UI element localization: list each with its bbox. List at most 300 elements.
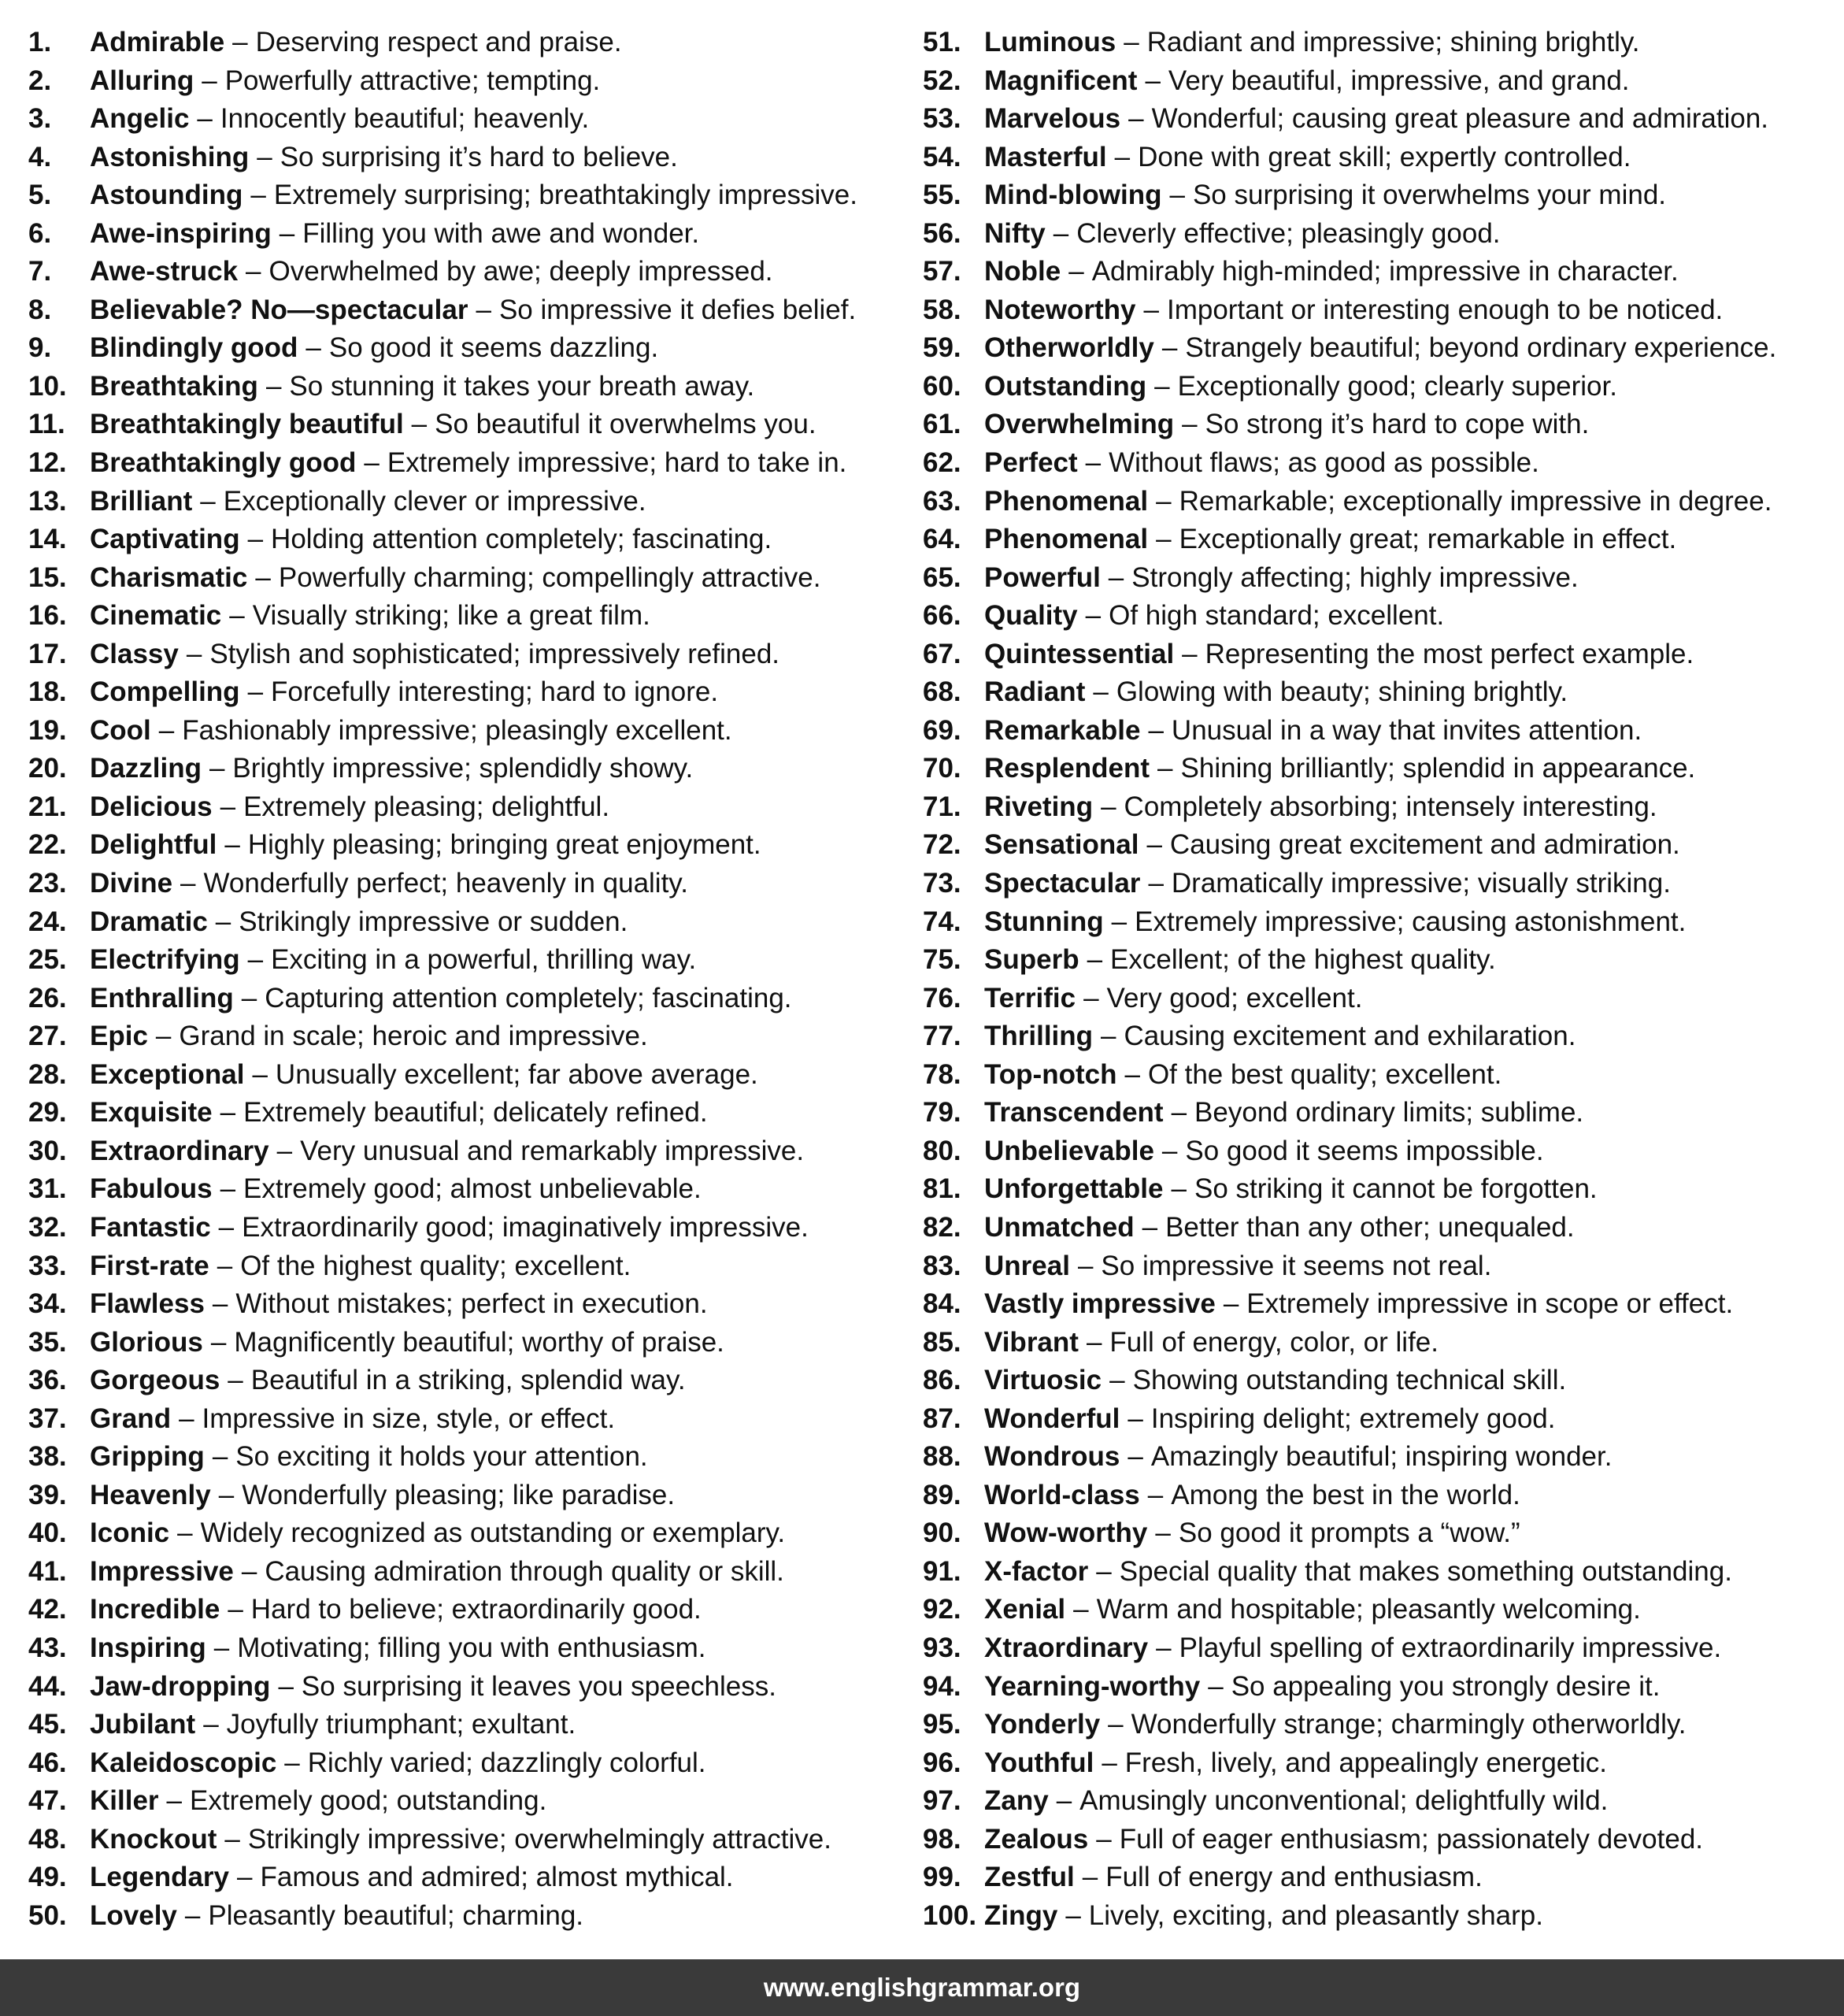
item-number: 87. xyxy=(923,1403,961,1434)
item-dash: – xyxy=(229,600,245,632)
item-definition: Brightly impressive; splendidly showy. xyxy=(232,753,694,784)
item-number: 36. xyxy=(28,1365,67,1396)
item-definition: Causing great excitement and admiration. xyxy=(1169,829,1680,861)
list-item xyxy=(28,1438,910,1477)
item-number: 35. xyxy=(28,1326,67,1358)
item-word: Sensational xyxy=(984,829,1139,861)
item-dash: – xyxy=(217,1250,233,1281)
item-word: First-rate xyxy=(90,1250,209,1281)
item-number: 92. xyxy=(923,1594,961,1625)
item-number: 70. xyxy=(923,753,961,784)
item-dash: – xyxy=(166,1785,183,1817)
item-definition: So impressive it defies belief. xyxy=(498,294,857,325)
list-item xyxy=(923,215,1841,254)
item-dash: – xyxy=(1096,1823,1112,1855)
item-dash: – xyxy=(158,714,175,746)
item-word: Unreal xyxy=(984,1250,1070,1281)
list-item xyxy=(923,673,1841,712)
item-definition: Forcefully interesting; hard to ignore. xyxy=(271,676,719,708)
item-dash: – xyxy=(1114,141,1131,172)
item-definition: Extremely good; outstanding. xyxy=(190,1785,547,1817)
item-definition: Amazingly beautiful; inspiring wonder. xyxy=(1150,1441,1613,1473)
item-number: 18. xyxy=(28,676,67,708)
item-number: 58. xyxy=(923,294,961,325)
item-definition: Joyfully triumphant; exultant. xyxy=(226,1709,576,1740)
item-definition: Very good; excellent. xyxy=(1106,982,1363,1014)
item-definition: Excellent; of the highest quality. xyxy=(1110,944,1496,976)
list-item xyxy=(28,1209,910,1247)
item-number: 38. xyxy=(28,1441,67,1473)
list-item xyxy=(923,826,1841,865)
list-item xyxy=(28,406,910,444)
list-item xyxy=(28,903,910,942)
item-definition: Wonderful; causing great pleasure and admiration. xyxy=(1151,103,1769,135)
item-word: Otherworldly xyxy=(984,332,1154,364)
item-word: Transcendent xyxy=(984,1097,1164,1128)
item-dash: – xyxy=(1065,1899,1081,1931)
item-definition: Extraordinarily good; imaginatively impressive. xyxy=(242,1211,809,1243)
item-dash: – xyxy=(1156,1632,1172,1663)
item-word: Quintessential xyxy=(984,638,1175,669)
item-word: Luminous xyxy=(984,27,1116,57)
item-definition: Widely recognized as outstanding or exemplary. xyxy=(200,1518,786,1549)
item-word: Wonderful xyxy=(984,1403,1120,1434)
list-item xyxy=(28,1514,910,1553)
item-dash: – xyxy=(1073,1594,1089,1625)
item-definition: Representing the most perfect example. xyxy=(1205,638,1694,669)
item-word: Jubilant xyxy=(90,1709,196,1740)
item-word: Heavenly xyxy=(90,1479,211,1510)
item-word: Wow-worthy xyxy=(984,1518,1148,1549)
item-number: 49. xyxy=(28,1862,67,1893)
item-number: 59. xyxy=(923,332,961,364)
item-number: 28. xyxy=(28,1058,67,1090)
item-definition: Extremely pleasing; delightful. xyxy=(243,791,610,822)
item-dash: – xyxy=(257,141,272,172)
list-item xyxy=(923,750,1841,788)
item-number: 73. xyxy=(923,868,961,899)
item-dash: – xyxy=(265,370,282,402)
list-item xyxy=(923,1324,1841,1362)
item-definition: Strikingly impressive or sudden. xyxy=(239,906,628,937)
list-item xyxy=(28,176,910,215)
item-number: 56. xyxy=(923,217,961,249)
item-dash: – xyxy=(224,1823,240,1855)
item-number: 14. xyxy=(28,524,67,555)
list-item xyxy=(28,941,910,980)
item-dash: – xyxy=(364,447,380,479)
item-word: Grand xyxy=(90,1403,172,1434)
item-word: Quality xyxy=(984,600,1078,632)
item-dash: – xyxy=(237,1862,253,1893)
item-definition: Without mistakes; perfect in execution. xyxy=(235,1288,708,1320)
item-dash: – xyxy=(1087,944,1103,976)
item-word: Zealous xyxy=(984,1823,1089,1855)
item-word: Glorious xyxy=(90,1326,203,1358)
item-dash: – xyxy=(1056,1785,1072,1817)
item-word: Masterful xyxy=(984,141,1107,172)
item-number: 2. xyxy=(28,65,52,96)
item-definition: Holding attention completely; fascinating. xyxy=(271,524,772,555)
item-dash: – xyxy=(203,1709,219,1740)
item-dash: – xyxy=(180,868,196,899)
list-item xyxy=(923,1782,1841,1821)
item-definition: Full of energy and enthusiasm. xyxy=(1105,1862,1483,1893)
item-number: 30. xyxy=(28,1135,67,1166)
item-word: Virtuosic xyxy=(984,1365,1102,1396)
item-definition: So surprising it’s hard to believe. xyxy=(280,141,678,172)
list-item xyxy=(923,1706,1841,1744)
item-definition: Impressive in size, style, or effect. xyxy=(202,1403,616,1434)
item-definition: Amusingly unconventional; delightfully wild. xyxy=(1079,1785,1609,1817)
item-dash: – xyxy=(1143,294,1159,325)
list-item xyxy=(28,329,910,368)
item-definition: Powerfully attractive; tempting. xyxy=(224,65,601,96)
item-definition: Extremely impressive; causing astonishment. xyxy=(1135,906,1687,937)
item-dash: – xyxy=(220,1097,236,1128)
item-definition: Exceptionally good; clearly superior. xyxy=(1177,370,1617,402)
item-definition: Extremely impressive in scope or effect. xyxy=(1246,1288,1734,1320)
item-dash: – xyxy=(1124,27,1139,57)
item-word: Wondrous xyxy=(984,1441,1120,1473)
item-definition: Unusual in a way that invites attention. xyxy=(1171,714,1642,746)
list-item xyxy=(28,826,910,865)
item-dash: – xyxy=(241,1555,257,1587)
item-number: 46. xyxy=(28,1747,67,1778)
list-item xyxy=(923,636,1841,674)
item-definition: So exciting it holds your attention. xyxy=(235,1441,648,1473)
item-dash: – xyxy=(1109,1365,1125,1396)
item-definition: Beyond ordinary limits; sublime. xyxy=(1194,1097,1584,1128)
item-number: 80. xyxy=(923,1135,961,1166)
list-item xyxy=(28,291,910,330)
item-word: Vastly impressive xyxy=(984,1288,1216,1320)
item-definition: Filling you with awe and wonder. xyxy=(302,217,700,249)
item-number: 97. xyxy=(923,1785,961,1817)
item-word: Phenomenal xyxy=(984,524,1149,555)
item-number: 53. xyxy=(923,103,961,135)
list-item xyxy=(28,1858,910,1897)
item-definition: Fashionably impressive; pleasingly excellent. xyxy=(182,714,732,746)
item-word: Xenial xyxy=(984,1594,1066,1625)
item-dash: – xyxy=(218,1479,235,1510)
item-dash: – xyxy=(1182,409,1198,440)
item-definition: Dramatically impressive; visually striking. xyxy=(1171,868,1671,899)
item-dash: – xyxy=(1096,1555,1112,1587)
item-dash: – xyxy=(1101,791,1116,822)
item-word: Iconic xyxy=(90,1518,170,1549)
item-word: Zingy xyxy=(984,1899,1058,1931)
item-definition: Among the best in the world. xyxy=(1171,1479,1520,1510)
item-dash: – xyxy=(224,829,240,861)
item-dash: – xyxy=(184,1899,201,1931)
item-number: 64. xyxy=(923,524,961,555)
item-dash: – xyxy=(213,1632,230,1663)
item-word: Breathtaking xyxy=(90,370,258,402)
list-item xyxy=(28,865,910,903)
item-number: 78. xyxy=(923,1058,961,1090)
item-dash: – xyxy=(202,65,217,96)
item-number: 67. xyxy=(923,638,961,669)
item-word: Astounding xyxy=(90,180,243,211)
item-number: 95. xyxy=(923,1709,961,1740)
item-dash: – xyxy=(1156,485,1172,517)
item-definition: So good it seems dazzling. xyxy=(328,332,659,364)
item-definition: Very beautiful, impressive, and grand. xyxy=(1168,65,1630,96)
item-word: Jaw-dropping xyxy=(90,1670,271,1702)
item-definition: So stunning it takes your breath away. xyxy=(289,370,755,402)
item-definition: Wonderfully pleasing; like paradise. xyxy=(242,1479,676,1510)
item-dash: – xyxy=(305,332,321,364)
item-number: 8. xyxy=(28,294,52,325)
item-definition: Highly pleasing; bringing great enjoyment. xyxy=(247,829,761,861)
list-item xyxy=(923,521,1841,559)
list-item xyxy=(923,329,1841,368)
item-definition: Lively, exciting, and pleasantly sharp. xyxy=(1088,1899,1543,1931)
item-definition: Remarkable; exceptionally impressive in degree. xyxy=(1179,485,1772,517)
list-item xyxy=(28,597,910,636)
item-definition: Important or interesting enough to be noticed. xyxy=(1166,294,1724,325)
item-dash: – xyxy=(1146,829,1162,861)
item-definition: Inspiring delight; extremely good. xyxy=(1150,1403,1556,1434)
list-item xyxy=(28,1629,910,1668)
list-item xyxy=(28,980,910,1018)
item-number: 16. xyxy=(28,600,67,632)
list-item xyxy=(923,1591,1841,1629)
item-word: Youthful xyxy=(984,1747,1094,1778)
list-item xyxy=(923,1629,1841,1668)
item-number: 24. xyxy=(28,906,67,937)
item-word: Captivating xyxy=(90,524,240,555)
item-word: Inspiring xyxy=(90,1632,206,1663)
item-dash: – xyxy=(186,638,202,669)
item-number: 90. xyxy=(923,1518,961,1549)
item-word: Yearning-worthy xyxy=(984,1670,1201,1702)
item-dash: – xyxy=(1077,1250,1094,1281)
item-dash: – xyxy=(250,180,266,211)
list-item xyxy=(923,903,1841,942)
list-item xyxy=(923,1821,1841,1859)
item-number: 5. xyxy=(28,180,52,211)
item-definition: Of the best quality; excellent. xyxy=(1147,1058,1502,1090)
item-dash: – xyxy=(279,217,295,249)
item-definition: Exceptionally great; remarkable in effect. xyxy=(1179,524,1677,555)
item-word: Astonishing xyxy=(90,141,250,172)
item-dash: – xyxy=(1145,65,1161,96)
item-dash: – xyxy=(1086,1326,1102,1358)
item-definition: Magnificently beautiful; worthy of praise. xyxy=(234,1326,724,1358)
item-number: 21. xyxy=(28,791,67,822)
list-item xyxy=(28,1170,910,1209)
list-item xyxy=(28,1400,910,1439)
item-dash: – xyxy=(1124,1058,1140,1090)
list-item xyxy=(28,1094,910,1132)
item-word: Brilliant xyxy=(90,485,193,517)
list-item xyxy=(923,139,1841,177)
item-definition: Of high standard; excellent. xyxy=(1109,600,1445,632)
item-dash: – xyxy=(1155,1518,1171,1549)
item-word: Electrifying xyxy=(90,944,240,976)
item-definition: So good it prompts a “wow.” xyxy=(1178,1518,1520,1549)
list-item xyxy=(28,1056,910,1095)
item-word: Epic xyxy=(90,1021,148,1052)
item-number: 25. xyxy=(28,944,67,976)
item-number: 37. xyxy=(28,1403,67,1434)
item-number: 57. xyxy=(923,256,961,287)
list-item xyxy=(923,1897,1841,1936)
item-word: Fantastic xyxy=(90,1211,211,1243)
item-dash: – xyxy=(1142,1211,1158,1243)
item-definition: Very unusual and remarkably impressive. xyxy=(300,1135,805,1166)
item-number: 62. xyxy=(923,447,961,479)
list-item xyxy=(923,865,1841,903)
item-definition: Extremely impressive; hard to take in. xyxy=(387,447,847,479)
list-item xyxy=(923,712,1841,750)
item-dash: – xyxy=(210,1326,227,1358)
item-word: Delightful xyxy=(90,829,217,861)
item-number: 83. xyxy=(923,1250,961,1281)
item-number: 66. xyxy=(923,600,961,632)
item-word: Thrilling xyxy=(984,1021,1094,1052)
list-item xyxy=(28,62,910,101)
list-item xyxy=(923,176,1841,215)
item-word: Spectacular xyxy=(984,868,1141,899)
item-word: Incredible xyxy=(90,1594,220,1625)
list-item xyxy=(923,1362,1841,1400)
list-item xyxy=(923,368,1841,406)
item-number: 1. xyxy=(28,27,52,57)
list-item xyxy=(28,24,910,62)
item-word: Alluring xyxy=(90,65,194,96)
item-word: Awe-struck xyxy=(90,256,239,287)
item-dash: – xyxy=(218,1211,235,1243)
item-dash: – xyxy=(1108,561,1124,593)
item-number: 40. xyxy=(28,1518,67,1549)
item-definition: Without flaws; as good as possible. xyxy=(1109,447,1539,479)
item-dash: – xyxy=(1154,370,1170,402)
item-definition: Strikingly impressive; overwhelmingly attractive. xyxy=(247,1823,831,1855)
item-number: 32. xyxy=(28,1211,67,1243)
item-definition: Better than any other; unequaled. xyxy=(1165,1211,1575,1243)
item-number: 99. xyxy=(923,1862,961,1893)
item-number: 74. xyxy=(923,906,961,937)
item-number: 33. xyxy=(28,1250,67,1281)
item-word: Charismatic xyxy=(90,561,248,593)
footer-url[interactable]: www.englishgrammar.org xyxy=(763,1973,1081,2002)
list-item xyxy=(28,1362,910,1400)
item-number: 93. xyxy=(923,1632,961,1663)
word-list-left-column xyxy=(28,24,910,1935)
list-item xyxy=(923,1247,1841,1286)
list-item xyxy=(923,941,1841,980)
item-word: Zestful xyxy=(984,1862,1075,1893)
list-item xyxy=(923,253,1841,291)
item-number: 82. xyxy=(923,1211,961,1243)
item-number: 51. xyxy=(923,27,961,57)
item-word: Outstanding xyxy=(984,370,1147,402)
item-number: 72. xyxy=(923,829,961,861)
item-definition: Causing excitement and exhilaration. xyxy=(1124,1021,1576,1052)
list-item xyxy=(923,1858,1841,1897)
item-word: Noteworthy xyxy=(984,294,1136,325)
item-dash: – xyxy=(284,1747,300,1778)
item-dash: – xyxy=(1053,217,1069,249)
list-item xyxy=(923,559,1841,598)
item-number: 34. xyxy=(28,1288,67,1320)
list-item xyxy=(923,406,1841,444)
item-dash: – xyxy=(1157,753,1173,784)
list-item xyxy=(923,597,1841,636)
item-definition: Pleasantly beautiful; charming. xyxy=(208,1899,584,1931)
item-number: 48. xyxy=(28,1823,67,1855)
item-word: Noble xyxy=(984,256,1061,287)
item-word: Angelic xyxy=(90,103,190,135)
item-dash: – xyxy=(177,1518,193,1549)
list-item xyxy=(923,1056,1841,1095)
item-word: Mind-blowing xyxy=(984,180,1162,211)
item-definition: Playful spelling of extraordinarily impressive. xyxy=(1179,1632,1722,1663)
list-item xyxy=(28,368,910,406)
list-item xyxy=(28,1132,910,1171)
item-definition: Stylish and sophisticated; impressively refined. xyxy=(209,638,780,669)
item-word: Zany xyxy=(984,1785,1049,1817)
item-dash: – xyxy=(1068,256,1084,287)
item-number: 88. xyxy=(923,1441,961,1473)
item-number: 68. xyxy=(923,676,961,708)
item-definition: Completely absorbing; intensely interesting. xyxy=(1124,791,1657,822)
item-definition: Visually striking; like a great film. xyxy=(252,600,650,632)
item-number: 43. xyxy=(28,1632,67,1663)
list-item xyxy=(28,1706,910,1744)
list-item xyxy=(28,100,910,139)
item-number: 9. xyxy=(28,332,52,364)
item-number: 69. xyxy=(923,714,961,746)
item-definition: Admirably high-minded; impressive in character. xyxy=(1091,256,1679,287)
item-definition: Powerfully charming; compellingly attractive. xyxy=(278,561,821,593)
item-word: Lovely xyxy=(90,1899,177,1931)
item-definition: Glowing with beauty; shining brightly. xyxy=(1116,676,1568,708)
item-number: 29. xyxy=(28,1097,67,1128)
item-definition: Full of energy, color, or life. xyxy=(1109,1326,1439,1358)
item-dash: – xyxy=(1171,1173,1187,1205)
item-dash: – xyxy=(1161,332,1178,364)
list-item xyxy=(923,1094,1841,1132)
item-number: 65. xyxy=(923,561,961,593)
item-number: 54. xyxy=(923,141,961,172)
list-item xyxy=(28,559,910,598)
list-item xyxy=(28,636,910,674)
list-item xyxy=(923,1285,1841,1324)
item-definition: So good it seems impossible. xyxy=(1185,1135,1544,1166)
item-dash: – xyxy=(1208,1670,1224,1702)
item-word: Gorgeous xyxy=(90,1365,220,1396)
list-item xyxy=(28,444,910,483)
item-dash: – xyxy=(241,982,257,1014)
item-word: Cinematic xyxy=(90,600,222,632)
item-dash: – xyxy=(200,485,216,517)
item-number: 81. xyxy=(923,1173,961,1205)
item-number: 11. xyxy=(28,409,65,440)
item-word: Resplendent xyxy=(984,753,1150,784)
list-item xyxy=(28,1285,910,1324)
item-definition: Of the highest quality; excellent. xyxy=(240,1250,631,1281)
item-word: Extraordinary xyxy=(90,1135,269,1166)
item-word: Cool xyxy=(90,714,151,746)
item-dash: – xyxy=(247,944,264,976)
list-item xyxy=(923,1744,1841,1783)
item-word: Nifty xyxy=(984,217,1046,249)
list-item xyxy=(923,1438,1841,1477)
